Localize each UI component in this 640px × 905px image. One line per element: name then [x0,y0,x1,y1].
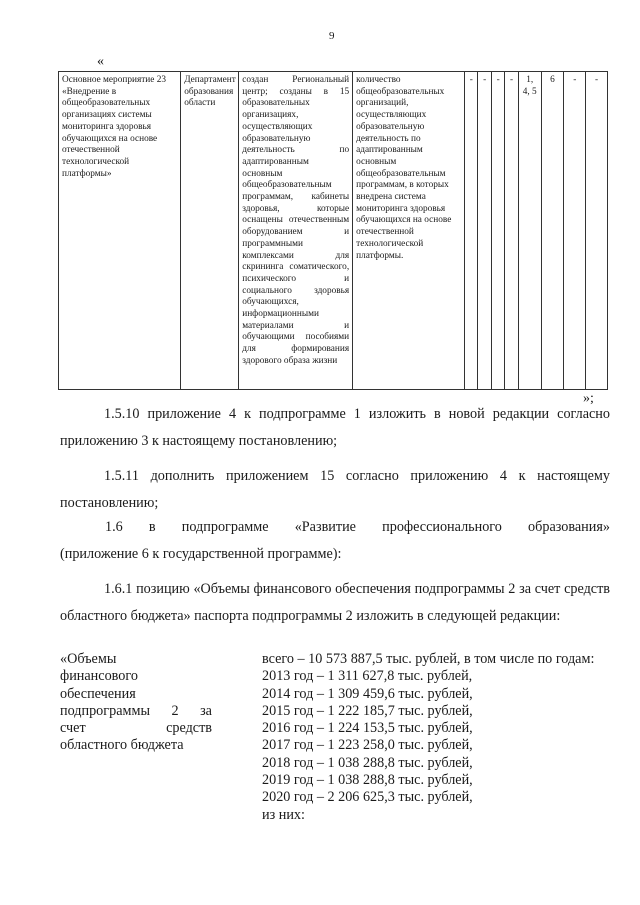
funding-year-line: 2018 год – 1 038 288,8 тыс. рублей, [262,754,473,771]
funding-total: всего – 10 573 887,5 тыс. рублей, в том числе по годам: [262,651,595,667]
result-cell: создан Региональный центр; созданы в 15 образовательных организациях, осуществляющих образовательную деятельность по адаптированным основным общеобразовательным программам, кабинеты здоровья, которые оснащены отечественным оборудованием и программными комплексами для скрининга соматического, психического и социального здоровья обучающихся, информационными материалами и обучающими пособиями для формирования здорового образа жизни [239,72,353,390]
value-cell: - [564,72,586,390]
page-number: 9 [329,30,335,42]
funding-label-line: финансового [60,668,138,685]
opening-quote-mark: « [97,54,104,69]
paragraph-1-6 [60,514,610,568]
value-cell: - [491,72,504,390]
word: 2 [171,702,179,719]
funding-label-line: обеспечения [60,685,136,702]
paragraph-1-6-first-line [60,514,610,541]
measures-table [58,71,608,390]
funding-label-line [60,703,212,720]
funding-values [262,651,610,824]
funding-year-line: 2015 год – 1 222 185,7 тыс. рублей, [262,702,473,719]
value-cell: - [586,72,608,390]
value-cell: - [505,72,518,390]
word: образования» [528,519,610,535]
value-cell: - [478,72,491,390]
funding-year-line: 2014 год – 1 309 459,6 тыс. рублей, [262,685,473,702]
funding-label-line: областного бюджета [60,737,184,754]
word: в [148,519,156,535]
funding-tail: из них: [262,806,305,823]
word: подпрограммы [60,702,150,719]
word: за [200,702,212,719]
word: счет [60,720,86,737]
funding-label-line [60,720,212,737]
word: подпрограмме [181,519,269,535]
value-cell: 1, 4, 5 [518,72,541,390]
funding-label [60,651,212,755]
executor-cell: Департамент образования области [181,72,239,390]
measure-name-cell: Основное мероприятие 23 «Внедрение в общеобразовательных организациях системы мониторинга здоровья обучающихся на основе отечественной технологической платформы» [59,72,181,390]
funding-year-line: 2020 год – 2 206 625,3 тыс. рублей, [262,789,473,806]
value-cell: 6 [541,72,564,390]
paragraph-1-6-1: 1.6.1 позицию «Объемы финансового обеспечения подпрограммы 2 за счет средств областного бюджета» паспорта подпрограммы 2 изложить в следующей редакции: [60,581,610,624]
paragraph-1-5-11: 1.5.11 дополнить приложением 15 согласно приложению 4 к настоящему постановлению; [60,468,610,511]
paragraph-1-6-second-line: (приложение 6 к государственной программе): [60,546,342,562]
funding-year-line: 2019 год – 1 038 288,8 тыс. рублей, [262,772,473,789]
value-cell: - [465,72,478,390]
paragraph-1-5-10: 1.5.10 приложение 4 к подпрограмме 1 изложить в новой редакции согласно приложению 3 к настоящему постановлению; [60,406,610,449]
word: «Развитие [294,519,356,535]
funding-year-line: 2013 год – 1 311 627,8 тыс. рублей, [262,668,473,685]
table-row [59,72,608,390]
indicator-cell: количество общеобразовательных организаций, осуществляющих образовательную деятельность по адаптированным основным общеобразовательным программам, в которых внедрена система мониторинга здоровья обучающихся на основе отечественной технологической платформы. [353,72,465,390]
word: профессионального [382,519,502,535]
funding-year-line: 2017 год – 1 223 258,0 тыс. рублей, [262,737,473,754]
word: средств [166,720,212,737]
word: 1.6 [105,519,123,535]
funding-label-line: «Объемы [60,651,117,667]
closing-quote-mark: »; [583,391,594,406]
funding-year-line: 2016 год – 1 224 153,5 тыс. рублей, [262,720,473,737]
